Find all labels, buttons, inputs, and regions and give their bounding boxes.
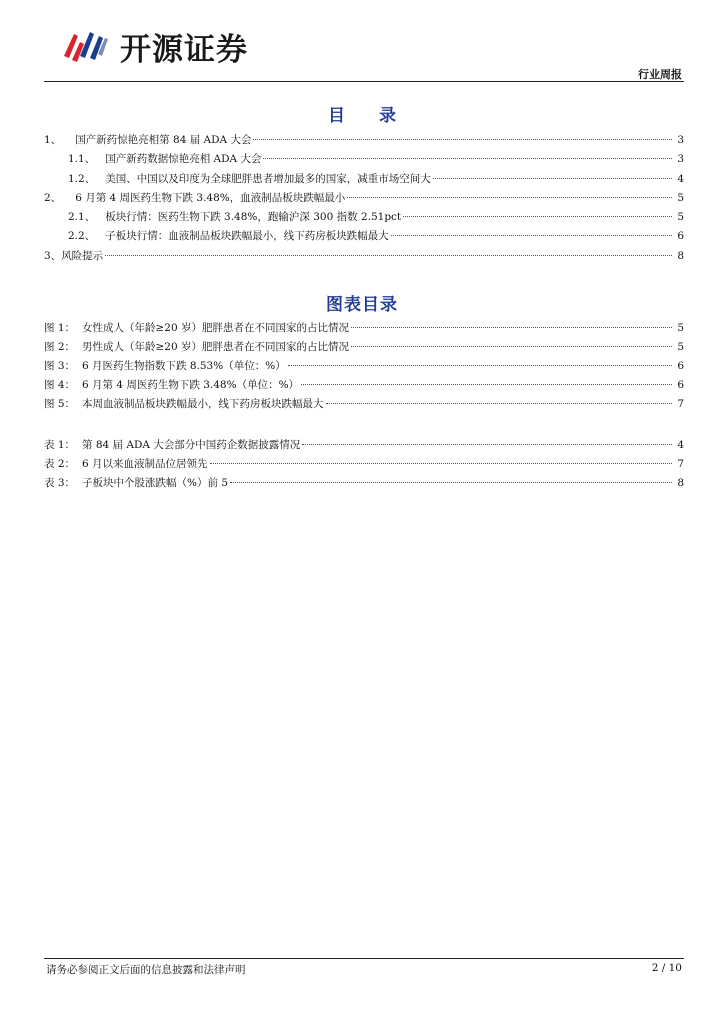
toc-entry-number: 2、 <box>44 191 62 204</box>
toc-entry[interactable] <box>44 227 684 246</box>
figure-entry[interactable] <box>44 319 684 338</box>
toc-entry-number: 1.2、 <box>68 172 96 185</box>
toc-entry-page: 6 <box>677 230 684 243</box>
table-entry-number: 表 2： <box>44 458 76 470</box>
logo-mark-icon <box>60 26 112 66</box>
company-logo <box>60 22 290 70</box>
toc-title: 目 录 <box>328 106 410 126</box>
toc-entry-text: 6 月第 4 周医药生物下跌 3.48%，血液制品板块跌幅最小 <box>75 191 346 204</box>
figure-entry-number: 图 5： <box>44 398 76 410</box>
toc-entry-page: 8 <box>677 249 684 262</box>
figures-list <box>44 319 684 414</box>
leader-dots <box>347 197 672 198</box>
toc-entry-page: 3 <box>677 153 684 166</box>
figures-toc-title: 图表目录 <box>326 295 398 315</box>
figure-entry-page: 6 <box>677 360 684 372</box>
toc-entry-number: 2.1、 <box>68 211 96 224</box>
table-entry[interactable] <box>44 436 684 455</box>
leader-dots <box>433 178 672 179</box>
figure-entry-text: 男性成人（年龄≥20 岁）肥胖患者在不同国家的占比情况 <box>82 341 349 353</box>
footer-disclaimer: 请务必参阅正文后面的信息披露和法律声明 <box>46 964 246 976</box>
leader-dots <box>391 235 672 236</box>
leader-dots <box>351 346 672 347</box>
figure-entry-text: 6 月第 4 周医药生物下跌 3.48%（单位：%） <box>82 379 300 391</box>
figure-entry-page: 7 <box>677 398 684 410</box>
figure-entry-number: 图 1： <box>44 322 76 334</box>
table-entry[interactable] <box>44 474 684 493</box>
footer-divider <box>44 958 684 959</box>
header-divider <box>44 81 684 82</box>
table-entry-text: 6 月以来血液制品位居领先 <box>82 458 208 470</box>
figure-entry-page: 5 <box>677 322 684 334</box>
figure-entry-text: 6 月医药生物指数下跌 8.53%（单位：%） <box>82 360 286 372</box>
brand-name: 开源证券 <box>120 31 248 68</box>
toc-entry[interactable] <box>44 247 684 266</box>
table-entry-page: 4 <box>677 439 684 451</box>
figure-entry-page: 6 <box>677 379 684 391</box>
toc-entry[interactable] <box>44 150 684 169</box>
figure-entry-text: 本周血液制品板块跌幅最小，线下药房板块跌幅最大 <box>82 398 324 410</box>
figure-entry[interactable] <box>44 376 684 395</box>
toc-list <box>44 131 684 266</box>
leader-dots <box>403 216 672 217</box>
toc-entry-text: 风险提示 <box>61 249 104 262</box>
leader-dots <box>326 403 673 404</box>
toc-entry-text: 子板块行情：血液制品板块跌幅最小，线下药房板块跌幅最大 <box>105 230 389 243</box>
toc-entry-text: 国产新药惊艳亮相第 84 届 ADA 大会 <box>75 134 252 146</box>
toc-entry-number: 2.2、 <box>68 230 96 243</box>
toc-entry-text: 国产新药数据惊艳亮相 ADA 大会 <box>105 153 262 166</box>
table-entry-text: 第 84 届 ADA 大会部分中国药企数据披露情况 <box>82 439 301 451</box>
toc-entry-page: 5 <box>677 211 684 224</box>
figure-entry-text: 女性成人（年龄≥20 岁）肥胖患者在不同国家的占比情况 <box>82 322 349 334</box>
toc-entry[interactable] <box>44 170 684 189</box>
table-entry-page: 8 <box>677 477 684 489</box>
leader-dots <box>105 255 672 256</box>
leader-dots <box>253 139 672 140</box>
leader-dots <box>288 365 672 366</box>
figure-entry[interactable] <box>44 357 684 376</box>
toc-entry-page: 5 <box>677 191 684 204</box>
leader-dots <box>301 384 672 385</box>
figure-entry[interactable] <box>44 338 684 357</box>
leader-dots <box>302 444 672 445</box>
figure-entry-number: 图 3： <box>44 360 76 372</box>
figure-entry-page: 5 <box>677 341 684 353</box>
table-entry-text: 子板块中个股涨跌幅（%）前 5 <box>82 477 228 489</box>
toc-entry-text: 美国、中国以及印度为全球肥胖患者增加最多的国家，减重市场空间大 <box>105 172 431 185</box>
table-entry[interactable] <box>44 455 684 474</box>
toc-entry[interactable] <box>44 189 684 208</box>
toc-entry-number: 1、 <box>44 134 62 146</box>
leader-dots <box>210 463 672 464</box>
leader-dots <box>263 158 672 159</box>
page-header <box>44 18 684 82</box>
report-type-label: 行业周报 <box>638 68 682 81</box>
toc-entry[interactable] <box>44 208 684 227</box>
table-entry-number: 表 1： <box>44 439 76 451</box>
toc-entry-page: 3 <box>677 134 684 146</box>
toc-entry-text: 板块行情：医药生物下跌 3.48%，跑输沪深 300 指数 2.51pct <box>105 211 402 224</box>
figure-entry[interactable] <box>44 395 684 414</box>
page-number: 2 / 10 <box>651 962 682 974</box>
figure-entry-number: 图 4： <box>44 379 76 391</box>
table-entry-number: 表 3： <box>44 477 76 489</box>
tables-list <box>44 436 684 493</box>
leader-dots <box>351 327 672 328</box>
toc-entry[interactable] <box>44 131 684 150</box>
toc-entry-number: 1.1、 <box>68 153 96 166</box>
toc-entry-page: 4 <box>677 172 684 185</box>
table-entry-page: 7 <box>677 458 684 470</box>
figure-entry-number: 图 2： <box>44 341 76 353</box>
toc-entry-number: 3、 <box>44 249 62 262</box>
leader-dots <box>230 482 672 483</box>
